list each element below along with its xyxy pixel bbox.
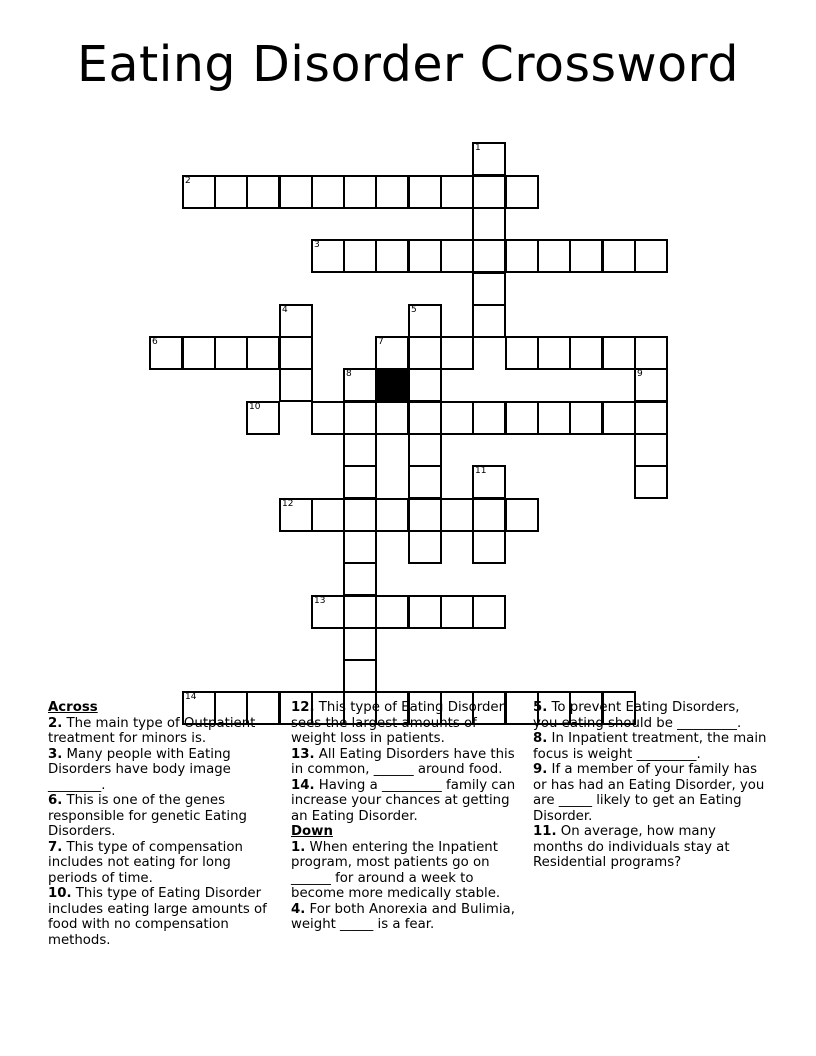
grid-cell[interactable] — [343, 368, 377, 402]
grid-cell[interactable] — [408, 465, 442, 499]
grid-cell[interactable] — [375, 336, 409, 370]
black-cell — [375, 368, 409, 402]
grid-cell[interactable] — [569, 401, 603, 435]
clues-column-2 — [291, 700, 523, 933]
clue-text: On average, how many months do individuals stay at Residential programs? — [533, 824, 730, 870]
grid-cell[interactable] — [182, 175, 216, 209]
grid-cell[interactable] — [602, 401, 636, 435]
grid-cell[interactable] — [343, 595, 377, 629]
down-heading: Down — [291, 824, 333, 839]
clues-column-1 — [48, 700, 273, 948]
cell-number: 2 — [185, 176, 191, 186]
grid-cell[interactable] — [440, 401, 474, 435]
grid-cell[interactable] — [634, 368, 668, 402]
clue-text: This type of Eating Disorder includes eating large amounts of food with no compensation methods. — [48, 886, 267, 948]
grid-cell[interactable] — [311, 175, 345, 209]
grid-cell[interactable] — [472, 175, 506, 209]
cell-number: 5 — [411, 305, 417, 315]
clue-across-14 — [291, 778, 523, 825]
grid-cell[interactable] — [472, 207, 506, 241]
grid-cell[interactable] — [408, 433, 442, 467]
grid-cell[interactable] — [343, 239, 377, 273]
across-heading: Across — [48, 700, 98, 715]
grid-cell[interactable] — [440, 239, 474, 273]
grid-cell[interactable] — [602, 239, 636, 273]
grid-cell[interactable] — [408, 368, 442, 402]
grid-cell[interactable] — [311, 239, 345, 273]
clue-number: 10. — [48, 886, 72, 901]
clue-down-11 — [533, 824, 768, 871]
cell-number: 14 — [185, 692, 197, 702]
grid-cell[interactable] — [472, 142, 506, 176]
clue-number: 8. — [533, 731, 548, 746]
grid-cell[interactable] — [311, 595, 345, 629]
grid-cell[interactable] — [343, 498, 377, 532]
grid-cell[interactable] — [343, 175, 377, 209]
clue-number: 5. — [533, 700, 548, 715]
cell-number: 12 — [282, 499, 294, 509]
clue-across-3 — [48, 747, 273, 794]
cell-number: 10 — [249, 402, 261, 412]
grid-cell[interactable] — [375, 401, 409, 435]
clue-across-12 — [291, 700, 523, 747]
grid-cell[interactable] — [343, 433, 377, 467]
grid-cell[interactable] — [343, 659, 377, 693]
clue-down-8 — [533, 731, 768, 762]
grid-cell[interactable] — [375, 498, 409, 532]
clue-number: 7. — [48, 839, 63, 855]
cell-number: 4 — [282, 305, 288, 315]
cell-number: 3 — [314, 240, 320, 250]
grid-cell[interactable] — [602, 336, 636, 370]
grid-cell[interactable] — [634, 239, 668, 273]
grid-cell[interactable] — [343, 401, 377, 435]
clue-down-9 — [533, 762, 768, 824]
cell-number: 8 — [346, 369, 352, 379]
grid-cell[interactable] — [246, 336, 280, 370]
clue-across-2 — [48, 716, 273, 747]
grid-cell[interactable] — [505, 401, 539, 435]
grid-cell[interactable] — [634, 401, 668, 435]
grid-cell[interactable] — [408, 304, 442, 338]
grid-cell[interactable] — [214, 336, 248, 370]
clue-text: Having a _________ family can increase your chances at getting an Eating Disorder. — [291, 777, 516, 824]
grid-cell[interactable] — [472, 465, 506, 499]
clue-across-6 — [48, 793, 273, 840]
grid-cell[interactable] — [440, 498, 474, 532]
clue-number: 4. — [291, 901, 306, 917]
grid-cell[interactable] — [634, 336, 668, 370]
clue-text: The main type of Outpatient treatment for minors is. — [48, 715, 256, 746]
grid-cell[interactable] — [408, 530, 442, 564]
cell-number: 13 — [314, 596, 326, 606]
grid-cell[interactable] — [343, 627, 377, 661]
grid-cell[interactable] — [408, 595, 442, 629]
grid-cell[interactable] — [472, 595, 506, 629]
clue-text: This type of compensation includes not eating for long periods of time. — [48, 839, 243, 886]
clue-number: 9. — [533, 762, 548, 777]
grid-cell[interactable] — [375, 595, 409, 629]
grid-cell[interactable] — [505, 336, 539, 370]
grid-cell[interactable] — [246, 401, 280, 435]
cell-number: 7 — [378, 337, 384, 347]
clue-across-13 — [291, 747, 523, 778]
clues-column-3 — [533, 700, 768, 871]
grid-cell[interactable] — [440, 595, 474, 629]
grid-cell[interactable] — [472, 530, 506, 564]
grid-cell[interactable] — [149, 336, 183, 370]
grid-cell[interactable] — [408, 401, 442, 435]
clue-across-10 — [48, 886, 273, 948]
clue-text: When entering the Inpatient program, most patients go on ______ for around a week to become more medically stable. — [291, 839, 501, 901]
clue-across-7 — [48, 840, 273, 887]
clue-number: 3. — [48, 746, 63, 762]
grid-cell[interactable] — [472, 272, 506, 306]
grid-cell[interactable] — [472, 498, 506, 532]
clue-number: 11. — [533, 824, 557, 839]
grid-cell[interactable] — [440, 175, 474, 209]
grid-cell[interactable] — [408, 336, 442, 370]
clue-number: 2. — [48, 715, 63, 731]
cell-number: 6 — [152, 337, 158, 347]
grid-cell[interactable] — [537, 239, 571, 273]
grid-cell[interactable] — [279, 336, 313, 370]
clue-text: If a member of your family has or has had an Eating Disorder, you are _____ likely to get an Eating Disorder. — [533, 762, 765, 824]
clue-text: This type of Eating Disorder sees the largest amounts of weight loss in patients. — [291, 700, 505, 746]
clue-down-4 — [291, 902, 523, 933]
grid-cell[interactable] — [472, 304, 506, 338]
grid-cell[interactable] — [408, 498, 442, 532]
grid-cell[interactable] — [343, 465, 377, 499]
grid-cell[interactable] — [343, 562, 377, 596]
page-title: Eating Disorder Crossword — [77, 36, 739, 93]
grid-cell[interactable] — [279, 304, 313, 338]
grid-cell[interactable] — [246, 175, 280, 209]
clue-text: In Inpatient treatment, the main focus is weight _________. — [533, 731, 767, 762]
grid-cell[interactable] — [375, 175, 409, 209]
clue-text: This is one of the genes responsible for genetic Eating Disorders. — [48, 793, 247, 839]
clue-text: Many people with Eating Disorders have body image ________. — [48, 746, 231, 793]
grid-cell[interactable] — [634, 433, 668, 467]
grid-cell[interactable] — [279, 368, 313, 402]
clue-down-5 — [533, 700, 768, 731]
clue-text: For both Anorexia and Bulimia, weight _____ is a fear. — [291, 901, 515, 932]
grid-cell[interactable] — [634, 465, 668, 499]
clue-number: 1. — [291, 839, 306, 855]
grid-cell[interactable] — [375, 239, 409, 273]
grid-cell[interactable] — [569, 336, 603, 370]
clue-number: 6. — [48, 793, 63, 808]
grid-cell[interactable] — [505, 175, 539, 209]
grid-cell[interactable] — [537, 336, 571, 370]
clue-text: All Eating Disorders have this in common, ______ around food. — [291, 746, 515, 777]
grid-cell[interactable] — [440, 336, 474, 370]
grid-cell[interactable] — [311, 498, 345, 532]
clue-text: To prevent Eating Disorders, you eating should be _________. — [533, 700, 742, 731]
cell-number: 9 — [637, 369, 643, 379]
grid-cell[interactable] — [279, 498, 313, 532]
cell-number: 11 — [475, 466, 487, 476]
grid-cell[interactable] — [343, 530, 377, 564]
clue-number: 14. — [291, 777, 315, 793]
grid-cell[interactable] — [408, 175, 442, 209]
grid-cell[interactable] — [569, 239, 603, 273]
grid-cell[interactable] — [279, 175, 313, 209]
clue-number: 13. — [291, 746, 315, 762]
grid-cell[interactable] — [472, 239, 506, 273]
grid-cell[interactable] — [311, 401, 345, 435]
clue-number: 12. — [291, 700, 315, 715]
grid-cell[interactable] — [408, 239, 442, 273]
grid-cell[interactable] — [537, 401, 571, 435]
grid-cell[interactable] — [182, 336, 216, 370]
grid-cell[interactable] — [505, 498, 539, 532]
grid-cell[interactable] — [214, 175, 248, 209]
cell-number: 1 — [475, 143, 481, 153]
grid-cell[interactable] — [505, 239, 539, 273]
grid-cell[interactable] — [472, 401, 506, 435]
clue-down-1 — [291, 840, 523, 902]
